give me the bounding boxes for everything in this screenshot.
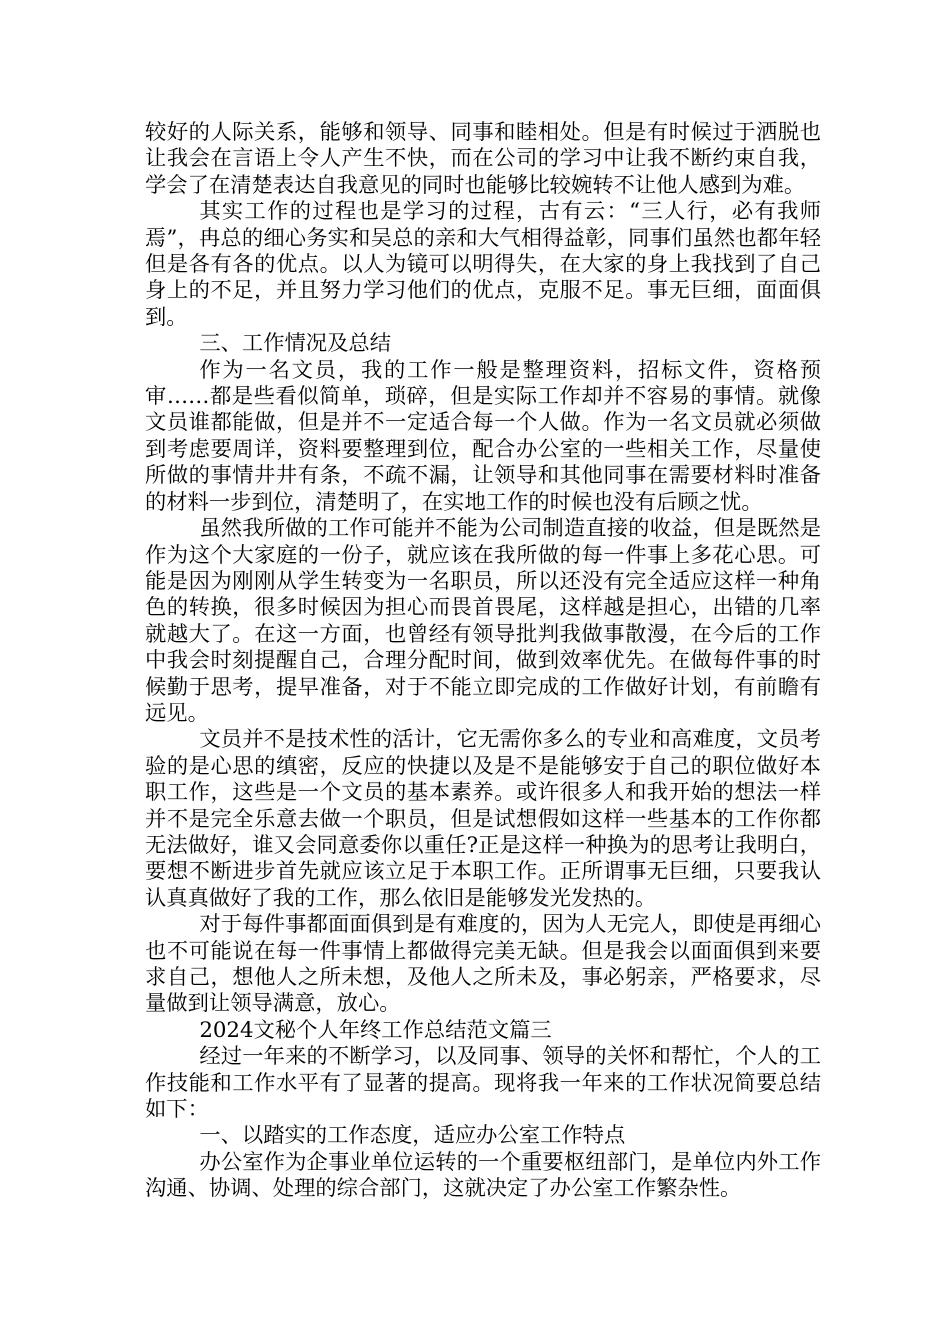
paragraph-thoroughness: 对于每件事都面面俱到是有难度的，因为人无完人，即使是再细心也不可能说在每一件事情上都做得完美无缺。但是我会以面面俱到来要求自己，想他人之所未想，及他人之所未及，事必躬亲，严格要求，尽量做到让领导满意，放心。 [145,912,821,1017]
article-title-part-three: 2024文秘个人年终工作总结范文篇三 [199,1017,552,1043]
document-body [145,120,821,1203]
section-heading-work-attitude: 一、以踏实的工作态度，适应办公室工作特点 [199,1123,626,1149]
paragraph-interpersonal: 较好的人际关系，能够和领导、同事和睦相处。但是有时候过于洒脱也让我会在言语上令人产生不快，而在公司的学习中让我不断约束自我，学会了在清楚表达自我意见的同时也能够比较婉转不让他人感到为难。 [145,120,821,198]
paragraph-intro: 经过一年来的不断学习，以及同事、领导的关怀和帮忙，个人的工作技能和工作水平有了显著的提高。现将我一年来的工作状况简要总结如下： [145,1044,821,1123]
paragraph-reflection: 虽然我所做的工作可能并不能为公司制造直接的收益，但是既然是作为这个大家庭的一份子，就应该在我所做的每一件事上多花心思。可能是因为刚刚从学生转变为一名职员，所以还没有完全适应这样一种角色的转换，很多时候因为担心而畏首畏尾，这样越是担心，出错的几率就越大了。在这一方面，也曾经有领导批判我做事散漫，在今后的工作中我会时刻提醒自己，合理分配时间，做到效率优先。在做每件事的时候勤于思考，提早准备，对于不能立即完成的工作做好计划，有前瞻有远见。 [145,516,821,726]
paragraph-clerk-duties: 作为一名文员，我的工作一般是整理资料，招标文件，资格预审……都是些看似简单，琐碎，但是实际工作却并不容易的事情。就像文员谁都能做，但是并不一定适合每一个人做。作为一名文员就必须做到考虑要周详，资料要整理到位，配合办公室的一些相关工作，尽量使所做的事情井井有条，不疏不漏，让领导和其他同事在需要材料时准备的材料一步到位，清楚明了，在实地工作的时候也没有后顾之忧。 [145,357,821,515]
paragraph-clerk-qualities: 文员并不是技术性的活计，它无需你多么的专业和高难度，文员考验的是心思的缜密，反应的快捷以及是不是能够安于自己的职位做好本职工作，这些是一个文员的基本素养。或许很多人和我开始的想法一样并不是完全乐意去做一个职员，但是试想假如这样一些基本的工作你都无法做好，谁又会同意委你以重任?正是这样一种换为的思考让我明白，要想不断进步首先就应该立足于本职工作。正所谓事无巨细，只要我认认真真做好了我的工作，那么依旧是能够发光发热的。 [145,727,821,911]
section-heading-work-summary: 三、工作情况及总结 [199,331,391,357]
paragraph-office-role: 办公室作为企事业单位运转的一个重要枢纽部门，是单位内外工作沟通、协调、处理的综合部门，这就决定了办公室工作繁杂性。 [145,1149,821,1202]
paragraph-learning: 其实工作的过程也是学习的过程，古有云：“三人行，必有我师焉”，冉总的细心务实和吴总的亲和大气相得益彰，同事们虽然也都年轻但是各有各的优点。以人为镜可以明得失，在大家的身上我找到了自己身上的不足，并且努力学习他们的优点，克服不足。事无巨细，面面俱到。 [145,199,821,330]
